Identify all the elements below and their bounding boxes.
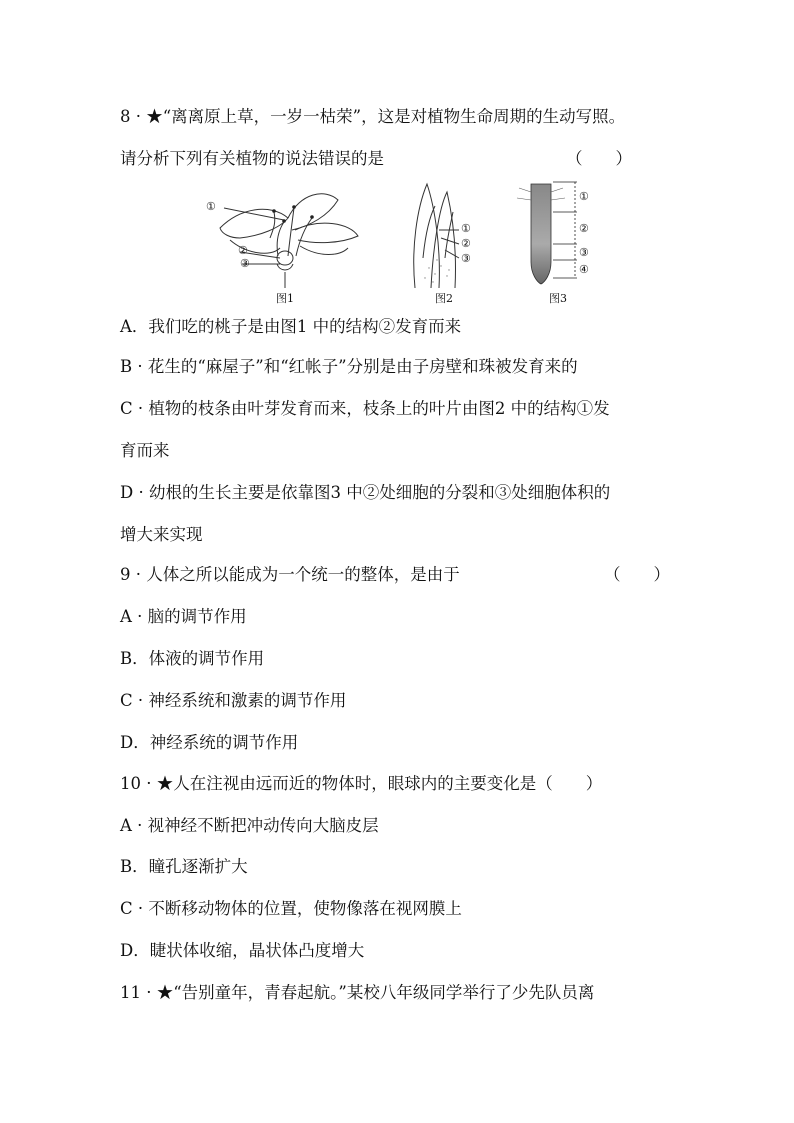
q10-option-d: D．睫状体收缩，晶状体凸度增大 [120,941,365,960]
fig3-label-2: ② [579,222,589,235]
fig2-label-3: ③ [461,252,471,265]
q9-option-d: D．神经系统的调节作用 [120,733,299,752]
q9-option-c: C · 神经系统和激素的调节作用 [120,691,347,710]
q8-stem-line1: 8 · ★“离离原上草，一岁一枯荣”，这是对植物生命周期的生动写照。 [120,107,626,126]
q10-stem: 10 · ★人在注视由远而近的物体时，眼球内的主要变化是（ ） [120,774,603,793]
q8-answer-paren: （ ） [566,149,632,168]
q8-figures [200,178,620,308]
fig2-label-1: ① [461,222,471,235]
q11-stem: 11 · ★“告别童年，青春起航。”某校八年级同学举行了少先队员离 [120,983,595,1002]
figure-2-bud [405,178,495,308]
fig1-label-2: ② [238,244,248,257]
fig2-caption: 图2 [435,292,453,305]
figure-3-root-tip [515,178,620,308]
q8-option-c-line1: C · 植物的枝条由叶芽发育而来，枝条上的叶片由图2 中的结构①发 [120,399,610,418]
q10-option-b: B．瞳孔逐渐扩大 [120,857,248,876]
fig2-label-2: ② [461,237,471,250]
q9-answer-paren: （ ） [604,565,670,584]
q8-option-c-line2: 育而来 [120,441,170,460]
q9-stem: 9 · 人体之所以能成为一个统一的整体，是由于 [120,565,460,584]
fig3-label-3: ③ [579,246,589,259]
q10-option-a: A · 视神经不断把冲动传向大脑皮层 [120,816,379,835]
q8-stem-line2: 请分析下列有关植物的说法错误的是 [120,149,384,168]
fig3-caption: 图3 [549,292,567,305]
q8-option-d-line2: 增大来实现 [120,525,203,544]
fig1-label-3: ③ [240,257,250,270]
fig3-label-4: ④ [579,263,589,276]
q8-option-b: B · 花生的“麻屋子”和“红帐子”分别是由子房壁和珠被发育来的 [120,357,578,376]
fig3-label-1: ① [579,190,589,203]
q8-option-d-line1: D · 幼根的生长主要是依靠图3 中②处细胞的分裂和③处细胞体积的 [120,483,611,502]
figure-1-flower [200,178,370,308]
q9-option-a: A · 脑的调节作用 [120,607,247,626]
q9-option-b: B．体液的调节作用 [120,649,265,668]
fig1-label-1: ① [206,200,216,213]
q8-option-a: A．我们吃的桃子是由图1 中的结构②发育而来 [120,317,462,336]
fig1-caption: 图1 [276,292,294,305]
q10-option-c: C · 不断移动物体的位置，使物像落在视网膜上 [120,899,462,918]
